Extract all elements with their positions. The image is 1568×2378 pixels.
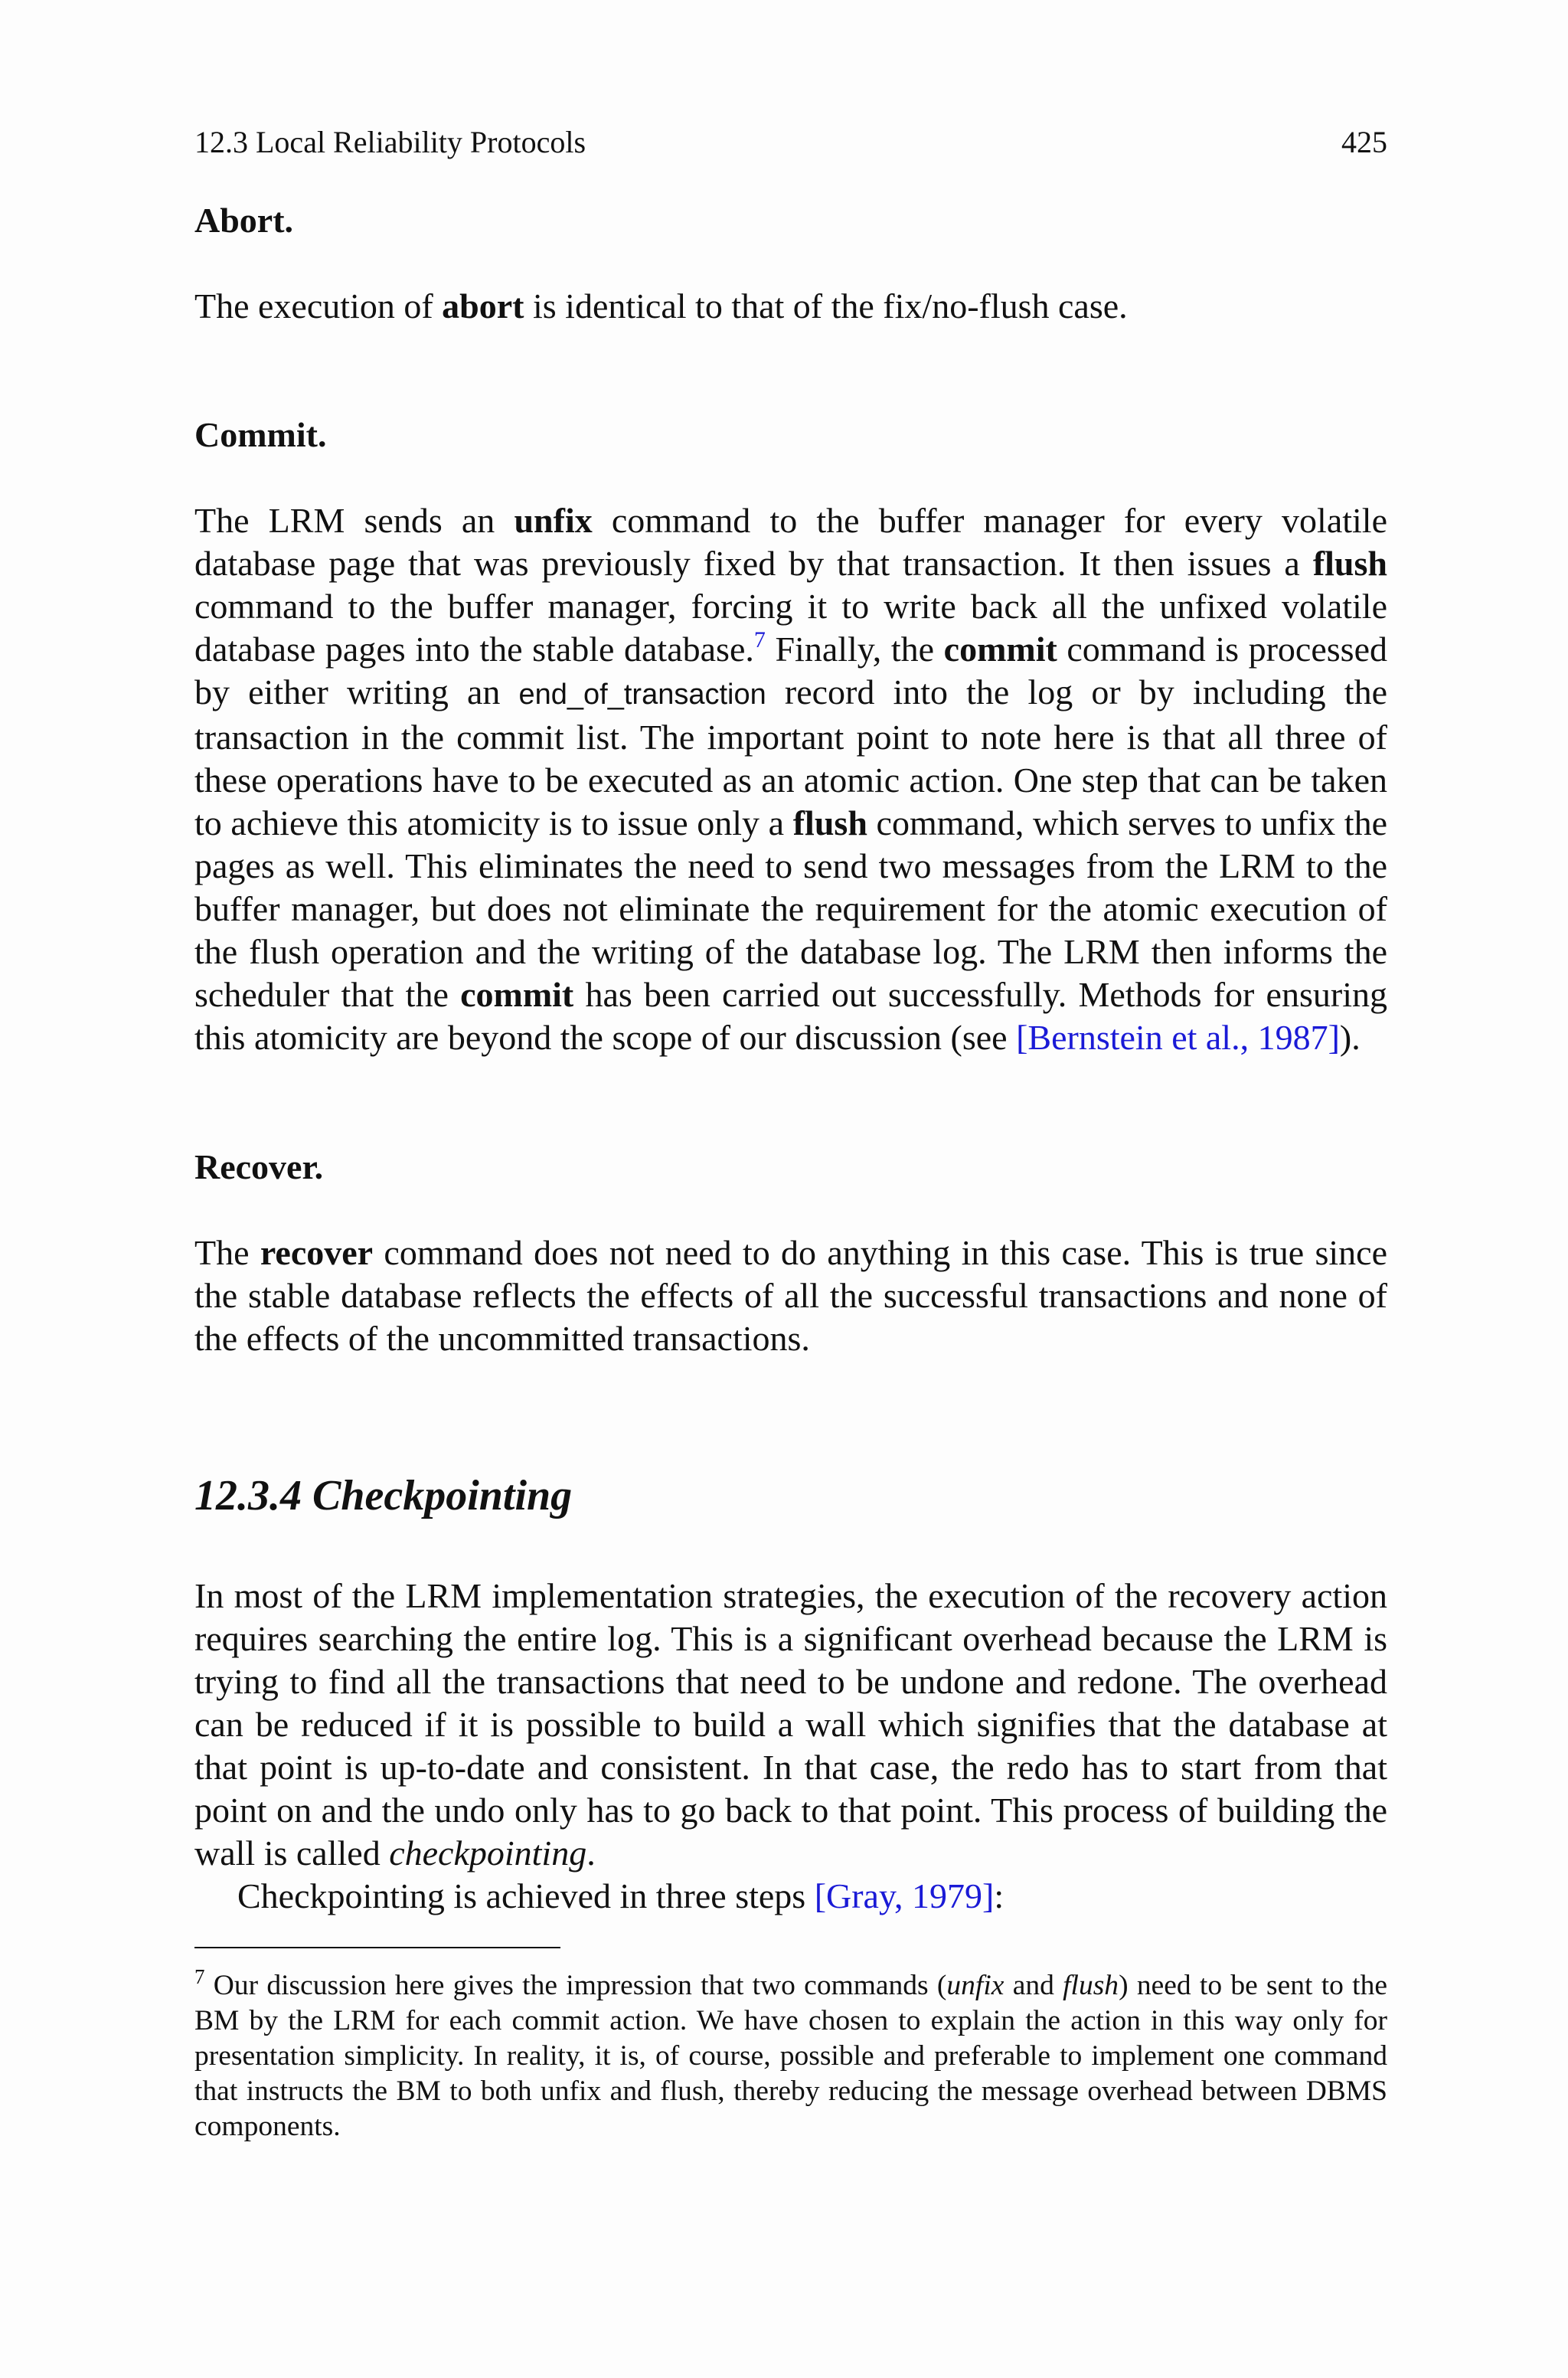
abort-keyword: abort [442, 286, 524, 325]
footnote-number: 7 [194, 1965, 205, 1988]
flush-keyword: flush [1312, 544, 1387, 583]
running-header [194, 121, 1387, 164]
commit-heading: Commit. [194, 415, 327, 454]
running-header-section: 12.3 Local Reliability Protocols [194, 125, 586, 159]
page-number: 425 [1341, 125, 1387, 159]
footnote-divider [194, 1947, 560, 1948]
citation-gray-1979[interactable]: [Gray, 1979] [814, 1876, 995, 1915]
checkpointing-paragraph-1: In most of the LRM implementation strategies, the execution of the recovery action requires searching the entire log. This is a significant overhead because the LRM is trying to find all the transactions that need to be undone and redone. The overhead can be reduced if it is possible to build a wall which signifies that the database at that point is up-to-date and consistent. In that case, the redo has to start from that point on and the undo only has to go back to that point. This process of building the wall is called checkpointing. [194, 1576, 1387, 1873]
end-of-transaction-record: end_of_transaction [518, 679, 766, 711]
footnote-7: $^7$ Our discussion here gives the impression that two commands (unfix and flush) need to be sent to the BM by the LRM for each commit action. We have chosen to explain the action in this way only for presentation simplicity. In reality, it is, of course, possible and preferable to implement one command that instructs the BM to both unfix and flush, thereby reducing the message overhead between DBMS components. [194, 1965, 1387, 2142]
section-title-checkpointing: 12.3.4 Checkpointing [194, 1472, 573, 1519]
commit-keyword-2: commit [460, 975, 574, 1014]
abort-heading: Abort. [194, 201, 294, 240]
recover-heading: Recover. [194, 1147, 324, 1186]
recover-keyword: recover [260, 1233, 374, 1272]
citation-bernstein-1987[interactable]: [Bernstein et al., 1987] [1016, 1018, 1340, 1057]
commit-paragraph: The LRM sends an unfix command to the buffer manager for every volatile database page that was previously fixed by that transaction. It then issues a flush command to the buffer manager, forcing it to write back all the unfixed volatile database pages into the stable database.$^7$ Finally, the commit command is processed by either writing an end_of_transaction record into the log or by including the transaction in the commit list. The important point to note here is that all three of these operations have to be executed as an atomic action. One step that can be taken to achieve this atomicity is to issue only a flush command, which serves to unfix the pages as well. This eliminates the need to send two messages from the LRM to the buffer manager, but does not eliminate the requirement for the atomic execution of the flush operation and the writing of the database log. The LRM then informs the scheduler that the commit has been carried out successfully. Methods for ensuring this atomicity are beyond the scope of our discussion (see [Bernstein et al., 1987]). [194, 501, 1388, 1057]
unfix-term: unfix [946, 1970, 1004, 2001]
unfix-keyword: unfix [514, 501, 593, 540]
footnote-ref-7[interactable]: 7 [753, 627, 766, 653]
flush-keyword-2: flush [792, 803, 867, 842]
checkpointing-term: checkpointing [389, 1833, 587, 1873]
commit-keyword: commit [943, 630, 1057, 669]
checkpointing-paragraph-2: Checkpointing is achieved in three steps [Gray, 1979]: [237, 1876, 1004, 1915]
recover-paragraph: The recover command does not need to do anything in this case. This is true since the stable database reflects the effects of all the successful transactions and none of the effects of the uncommitted transactions. [194, 1233, 1387, 1358]
flush-term: flush [1063, 1970, 1119, 2001]
abort-paragraph: The execution of abort is identical to that of the fix/no-flush case. [194, 286, 1128, 325]
